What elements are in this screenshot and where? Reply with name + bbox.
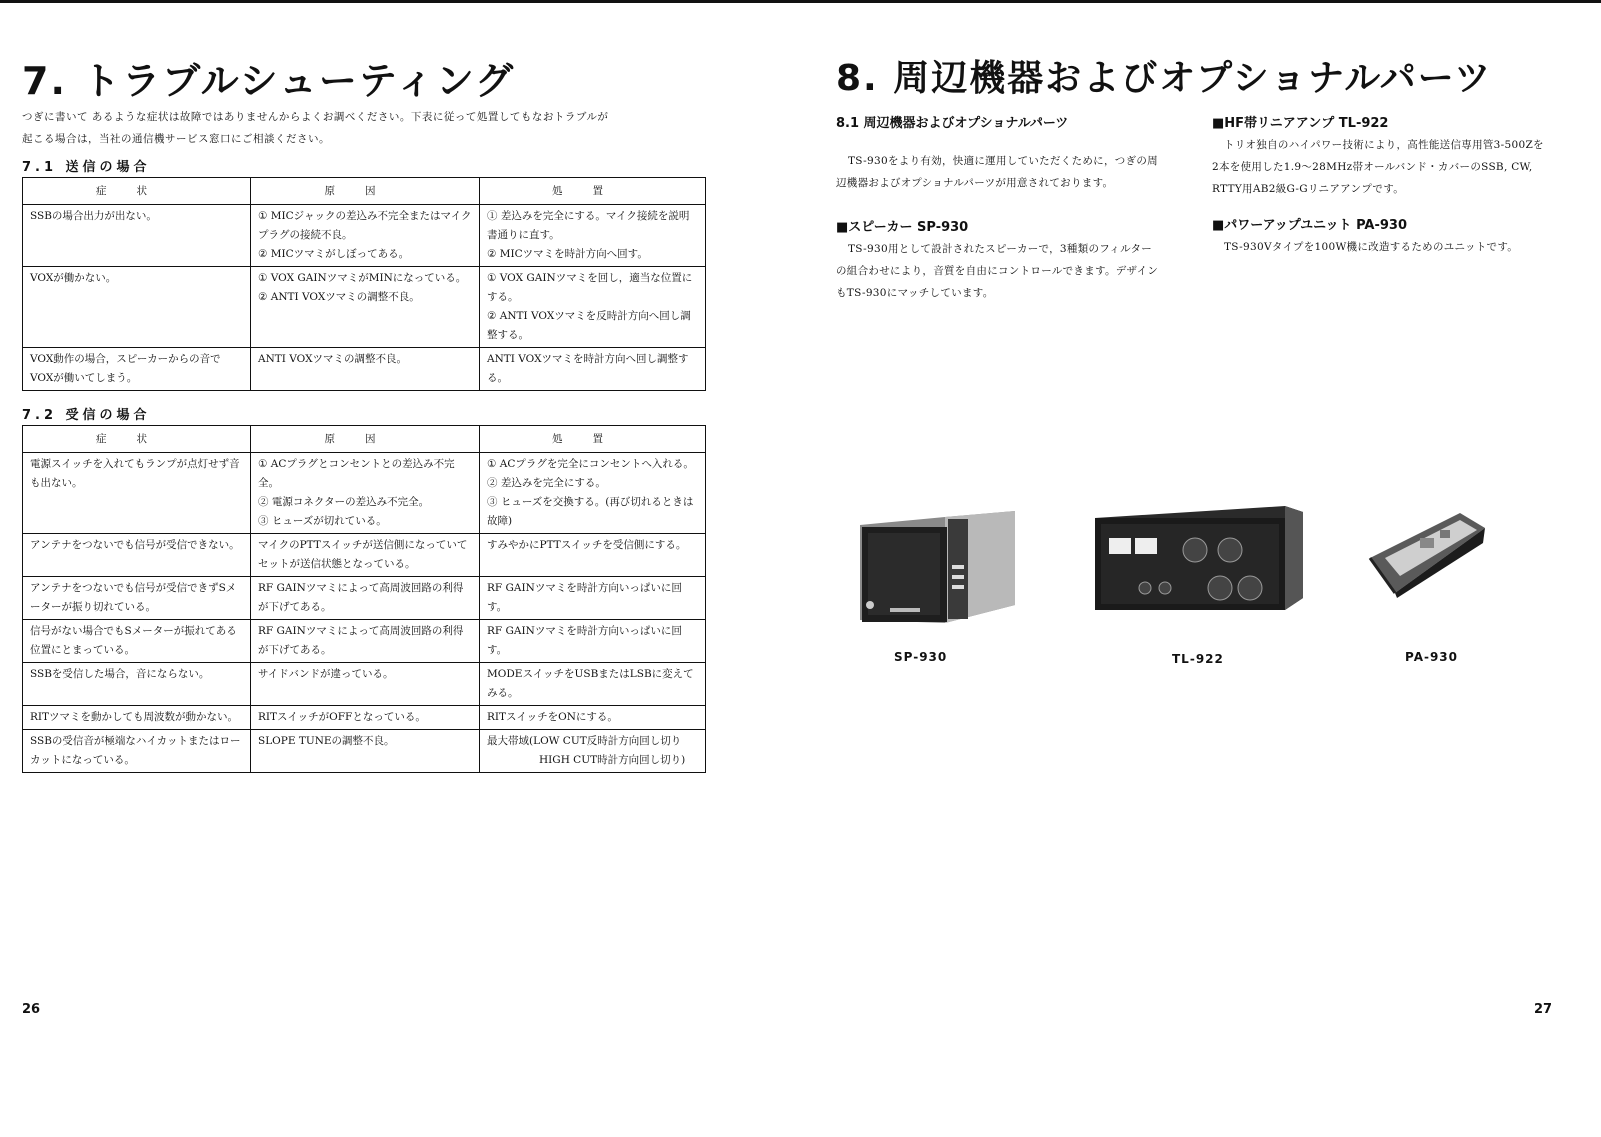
remedy-cell bbox=[480, 453, 706, 534]
cause-cell bbox=[251, 577, 480, 620]
remedy-cell bbox=[480, 205, 706, 267]
cell-text: ② 差込みを完全にする。 bbox=[487, 477, 606, 489]
intro-line: 起こる場合は，当社の通信機サービス窓口にご相談ください。 bbox=[22, 133, 330, 145]
text-line: 2本を使用した1.9～28MHz帯オールバンド・カバーのSSB, CW, bbox=[1212, 161, 1533, 173]
cell-text: サイドバンドが違っている。 bbox=[258, 668, 394, 680]
cell-text: ② ANTI VOXツマミを反時計方向へ回し調整する。 bbox=[487, 310, 691, 341]
cell-text: ① ACプラグを完全にコンセントへ入れる。 bbox=[487, 458, 694, 470]
cause-cell bbox=[251, 534, 480, 577]
remedy-cell bbox=[480, 620, 706, 663]
cell-text: VOX動作の場合，スピーカーからの音でVOXが働いてしまう。 bbox=[30, 353, 221, 384]
cell-text: RITスイッチがOFFとなっている。 bbox=[258, 711, 426, 723]
cell-text: RF GAINツマミによって高周波回路の利得が下げてある。 bbox=[258, 625, 464, 656]
remedy-cell bbox=[480, 706, 706, 730]
cell-text: ② MICツマミがしぼってある。 bbox=[258, 248, 410, 260]
cell-text: RF GAINツマミを時計方向いっぱいに回す。 bbox=[487, 625, 682, 656]
column-header-symptom: 症状 bbox=[23, 426, 251, 453]
symptom-cell bbox=[23, 205, 251, 267]
cell-text: SLOPE TUNEの調整不良。 bbox=[258, 735, 395, 747]
transmit-troubleshooting-table bbox=[22, 177, 706, 391]
table-row bbox=[23, 205, 706, 267]
symptom-cell bbox=[23, 730, 251, 773]
cell-text: SSBを受信した場合，音にならない。 bbox=[30, 668, 210, 680]
table-row bbox=[23, 267, 706, 348]
table-row bbox=[23, 730, 706, 773]
cause-cell bbox=[251, 267, 480, 348]
cell-text: 信号がない場合でもSメーターが振れてある位置にとまっている。 bbox=[30, 625, 237, 656]
cell-text: ② 電源コネクターの差込み不完全。 bbox=[258, 496, 430, 508]
cell-text: 電源スイッチを入れてもランプが点灯せず音も出ない。 bbox=[30, 458, 240, 489]
column-header-cause: 原因 bbox=[251, 426, 480, 453]
cause-cell bbox=[251, 453, 480, 534]
chapter-title-peripherals: 8. 周辺機器およびオプショナルパーツ bbox=[836, 58, 1493, 99]
cell-text: マイクのPTTスイッチが送信側になっていてセットが送信状態となっている。 bbox=[258, 539, 468, 570]
cell-text: ③ ヒューズが切れている。 bbox=[258, 515, 387, 527]
cause-cell bbox=[251, 620, 480, 663]
cell-text: 最大帯域(LOW CUT反時計方向回し切り bbox=[487, 735, 682, 747]
caption-sp930: SP-930 bbox=[894, 650, 948, 664]
section-heading-transmit: 7.1 送信の場合 bbox=[22, 160, 151, 175]
table-row bbox=[23, 348, 706, 391]
text-line: TS-930Vタイプを100W機に改造するためのユニットです。 bbox=[1224, 241, 1519, 253]
table-row bbox=[23, 534, 706, 577]
cell-text: VOXが働かない。 bbox=[30, 272, 117, 284]
left-page bbox=[0, 0, 790, 1137]
text-line: トリオ独自のハイパワー技術により，高性能送信専用管3-500Zを bbox=[1224, 139, 1544, 151]
cell-text: RITスイッチをONにする。 bbox=[487, 711, 618, 723]
cell-text: RF GAINツマミによって高周波回路の利得が下げてある。 bbox=[258, 582, 464, 613]
symptom-cell bbox=[23, 534, 251, 577]
cause-cell bbox=[251, 730, 480, 773]
text-line: 辺機器およびオプショナルパーツが用意されております。 bbox=[836, 177, 1114, 189]
symptom-cell bbox=[23, 267, 251, 348]
cause-cell bbox=[251, 706, 480, 730]
amp-heading: ■HF帯リニアアンプ TL-922 bbox=[1212, 116, 1389, 131]
remedy-cell bbox=[480, 730, 706, 773]
column-header-remedy: 処置 bbox=[480, 426, 706, 453]
text-line: TS-930用として設計されたスピーカーで，3種類のフィルター bbox=[848, 243, 1153, 255]
section-text bbox=[836, 150, 1186, 194]
remedy-cell bbox=[480, 348, 706, 391]
cell-text: ① VOX GAINツマミを回し，適当な位置にする。 bbox=[487, 272, 693, 303]
text-line: TS-930をより有効，快適に運用していただくために，つぎの周 bbox=[848, 155, 1158, 167]
cell-text: ③ ヒューズを交換する。(再び切れるときは故障) bbox=[487, 496, 694, 527]
chapter-title-troubleshooting: 7. トラブルシューティング bbox=[22, 59, 516, 103]
text-line: の組合わせにより，音質を自由にコントロールできます。デザイン bbox=[836, 265, 1159, 277]
column-header-remedy: 処置 bbox=[480, 178, 706, 205]
table-row bbox=[23, 620, 706, 663]
column-header-cause: 原因 bbox=[251, 178, 480, 205]
remedy-cell bbox=[480, 534, 706, 577]
cell-text: SSBの受信音が極端なハイカットまたはローカットになっている。 bbox=[30, 735, 241, 766]
linear-amp-image bbox=[1085, 498, 1305, 616]
speaker-image bbox=[850, 505, 1020, 630]
symptom-cell bbox=[23, 663, 251, 706]
symptom-cell bbox=[23, 348, 251, 391]
text-line: RTTY用AB2級G-Gリニアアンプです。 bbox=[1212, 183, 1404, 195]
speaker-heading: ■スピーカー SP-930 bbox=[836, 220, 969, 235]
powerup-unit-image bbox=[1365, 508, 1490, 598]
remedy-cell bbox=[480, 663, 706, 706]
intro-line: つぎに書いて あるような症状は故障ではありませんからよくお調べください。下表に従って処置してもなおトラブルが bbox=[22, 111, 609, 123]
table-row bbox=[23, 663, 706, 706]
table-row bbox=[23, 706, 706, 730]
cell-text: アンテナをつないでも信号が受信できずSメーターが振り切れている。 bbox=[30, 582, 237, 613]
cell-text: HIGH CUT時計方向回し切り) bbox=[539, 754, 686, 766]
right-page bbox=[800, 0, 1601, 1137]
amp-text bbox=[1212, 134, 1557, 200]
receive-troubleshooting-table bbox=[22, 425, 706, 773]
table-row bbox=[23, 453, 706, 534]
cell-text: すみやかにPTTスイッチを受信側にする。 bbox=[487, 539, 687, 551]
cell-text: RF GAINツマミを時計方向いっぱいに回す。 bbox=[487, 582, 682, 613]
remedy-cell bbox=[480, 577, 706, 620]
powerup-text bbox=[1224, 236, 1564, 258]
cell-text: ① ACプラグとコンセントとの差込み不完全。 bbox=[258, 458, 455, 489]
cell-text: ② MICツマミを時計方向へ回す。 bbox=[487, 248, 648, 260]
powerup-heading: ■パワーアップユニット PA-930 bbox=[1212, 218, 1408, 233]
cell-text: ANTI VOXツマミを時計方向へ回し調整する。 bbox=[487, 353, 689, 384]
table-header-row bbox=[23, 178, 706, 205]
page-number-right: 27 bbox=[1534, 1002, 1553, 1017]
cell-text: MODEスイッチをUSBまたはLSBに変えてみる。 bbox=[487, 668, 694, 699]
cell-text: ANTI VOXツマミの調整不良。 bbox=[258, 353, 408, 365]
cell-text: SSBの場合出力が出ない。 bbox=[30, 210, 157, 222]
intro-text bbox=[22, 106, 722, 150]
cause-cell bbox=[251, 663, 480, 706]
page-number-left: 26 bbox=[22, 1002, 41, 1017]
column-header-symptom: 症状 bbox=[23, 178, 251, 205]
cell-text: ① VOX GAINツマミがMINになっている。 bbox=[258, 272, 467, 284]
section-heading-peripherals: 8.1 周辺機器およびオプショナルパーツ bbox=[836, 116, 1069, 131]
speaker-text bbox=[836, 238, 1196, 304]
remedy-cell bbox=[480, 267, 706, 348]
symptom-cell bbox=[23, 620, 251, 663]
symptom-cell bbox=[23, 577, 251, 620]
text-line: もTS-930にマッチしています。 bbox=[836, 287, 994, 299]
cell-text: ① 差込みを完全にする。マイク接続を説明書通りに直す。 bbox=[487, 210, 690, 241]
table-row bbox=[23, 577, 706, 620]
cell-text: アンテナをつないでも信号が受信できない。 bbox=[30, 539, 240, 551]
cause-cell bbox=[251, 348, 480, 391]
cell-text: ① MICジャックの差込み不完全またはマイクプラグの接続不良。 bbox=[258, 210, 472, 241]
caption-tl922: TL-922 bbox=[1172, 652, 1224, 666]
table-header-row bbox=[23, 426, 706, 453]
cause-cell bbox=[251, 205, 480, 267]
cell-text: ② ANTI VOXツマミの調整不良。 bbox=[258, 291, 420, 303]
section-heading-receive: 7.2 受信の場合 bbox=[22, 408, 151, 423]
cell-text: RITツマミを動かしても周波数が動かない。 bbox=[30, 711, 239, 723]
symptom-cell bbox=[23, 453, 251, 534]
caption-pa930: PA-930 bbox=[1405, 650, 1459, 664]
symptom-cell bbox=[23, 706, 251, 730]
